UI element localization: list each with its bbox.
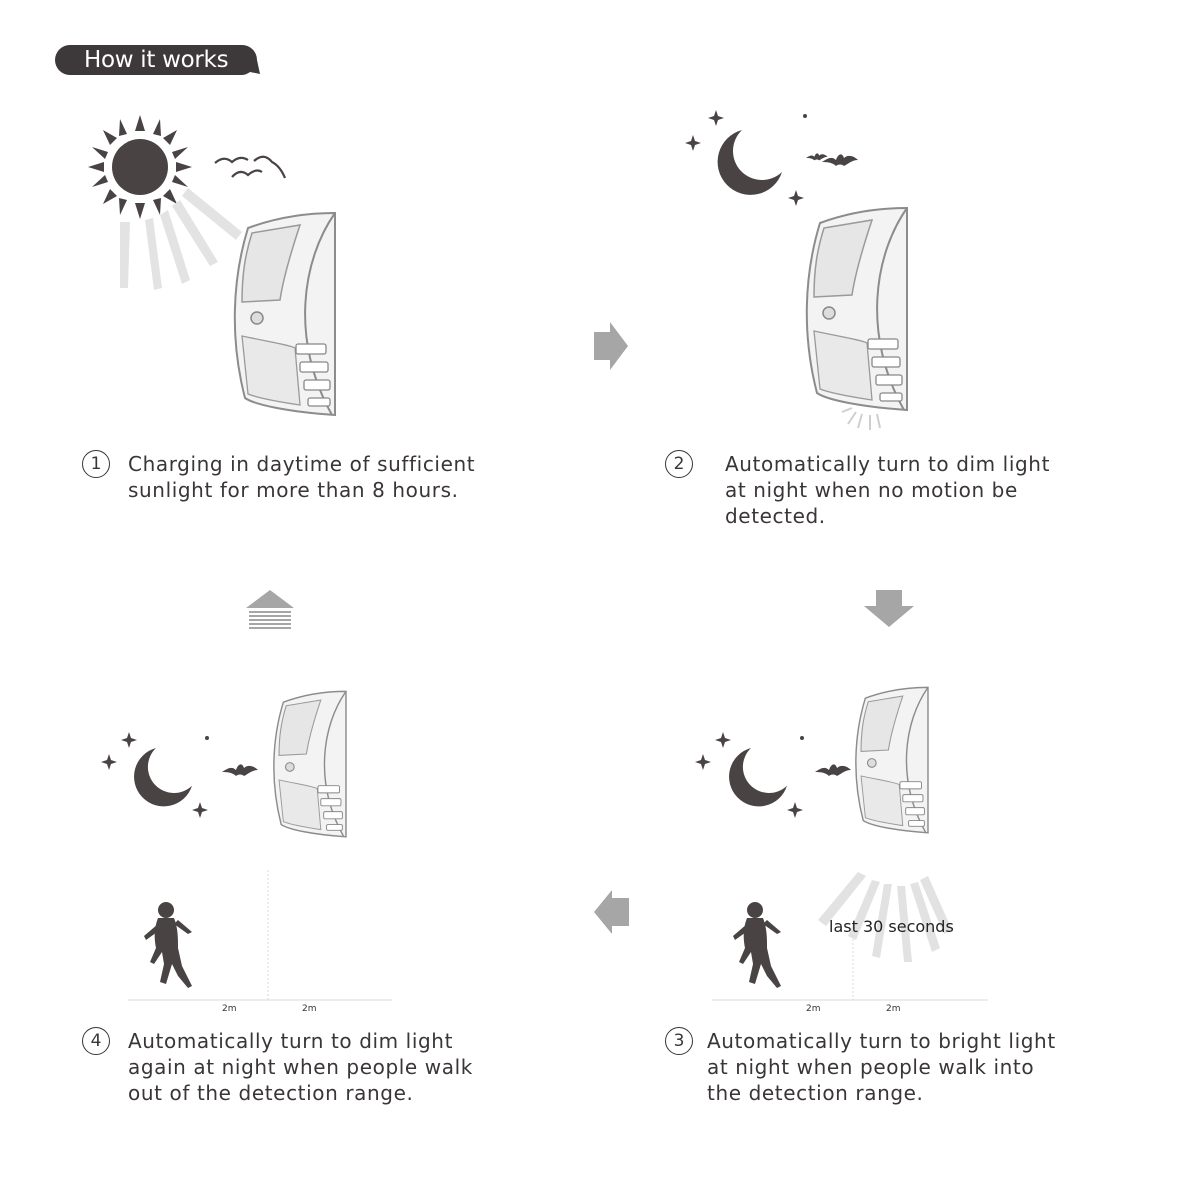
distance-left-label: 2m (222, 1004, 237, 1014)
scene-4-walk-out (101, 691, 392, 1014)
bat-icon (822, 154, 858, 166)
star-icon (205, 736, 209, 740)
step-2-text: Automatically turn to dim light at night when no motion be detected. (725, 452, 1051, 528)
duration-note: last 30 seconds (829, 917, 954, 936)
step-3-number: 3 (665, 1027, 693, 1055)
step-3-text: Automatically turn to bright light at night when people walk into the detection range. (707, 1029, 1056, 1105)
lamp-icon (807, 208, 907, 410)
scene-2-night-dim (685, 110, 907, 430)
scene-3-walk-in (695, 687, 988, 1014)
bat-icon (815, 764, 851, 776)
bat-icon (806, 153, 828, 160)
moon-icon (729, 748, 787, 806)
arrow-down-icon (864, 590, 914, 627)
arrow-up-icon (246, 590, 294, 629)
lamp-icon (856, 687, 928, 832)
star-icon (800, 736, 804, 740)
step-3-caption (673, 1028, 1056, 1106)
lamp-icon (235, 213, 335, 415)
star-icon (192, 802, 208, 818)
moon-icon (134, 748, 192, 806)
distance-right-label: 2m (302, 1004, 317, 1014)
star-icon (685, 135, 701, 151)
child-silhouette-icon (733, 902, 781, 988)
star-icon (787, 802, 803, 818)
dim-light-rays (842, 408, 880, 430)
step-4-caption (90, 1028, 473, 1106)
distance-right-label: 2m (886, 1004, 901, 1014)
moon-icon (718, 130, 782, 195)
bird-icon (215, 157, 285, 178)
step-4-text: Automatically turn to dim light again at night when people walk out of the detection range. (128, 1029, 473, 1105)
child-silhouette-icon (144, 902, 192, 988)
star-icon (803, 114, 807, 118)
star-icon (101, 754, 117, 770)
star-icon (695, 754, 711, 770)
step-1-text: Charging in daytime of sufficient sunlight for more than 8 hours. (128, 452, 476, 502)
star-icon (121, 732, 137, 748)
step-2-caption (673, 451, 1051, 529)
star-icon (715, 732, 731, 748)
scene-1-day (88, 115, 335, 415)
lamp-icon (274, 691, 346, 836)
star-icon (708, 110, 724, 126)
step-2-number: 2 (665, 450, 693, 478)
distance-left-label: 2m (806, 1004, 821, 1014)
step-1-number: 1 (82, 450, 110, 478)
arrow-left-icon (594, 890, 629, 934)
page-title: How it works (84, 47, 229, 73)
star-icon (788, 190, 804, 206)
bat-icon (222, 764, 258, 776)
step-1-caption (90, 451, 476, 503)
step-4-number: 4 (82, 1027, 110, 1055)
arrow-right-icon (594, 322, 628, 370)
